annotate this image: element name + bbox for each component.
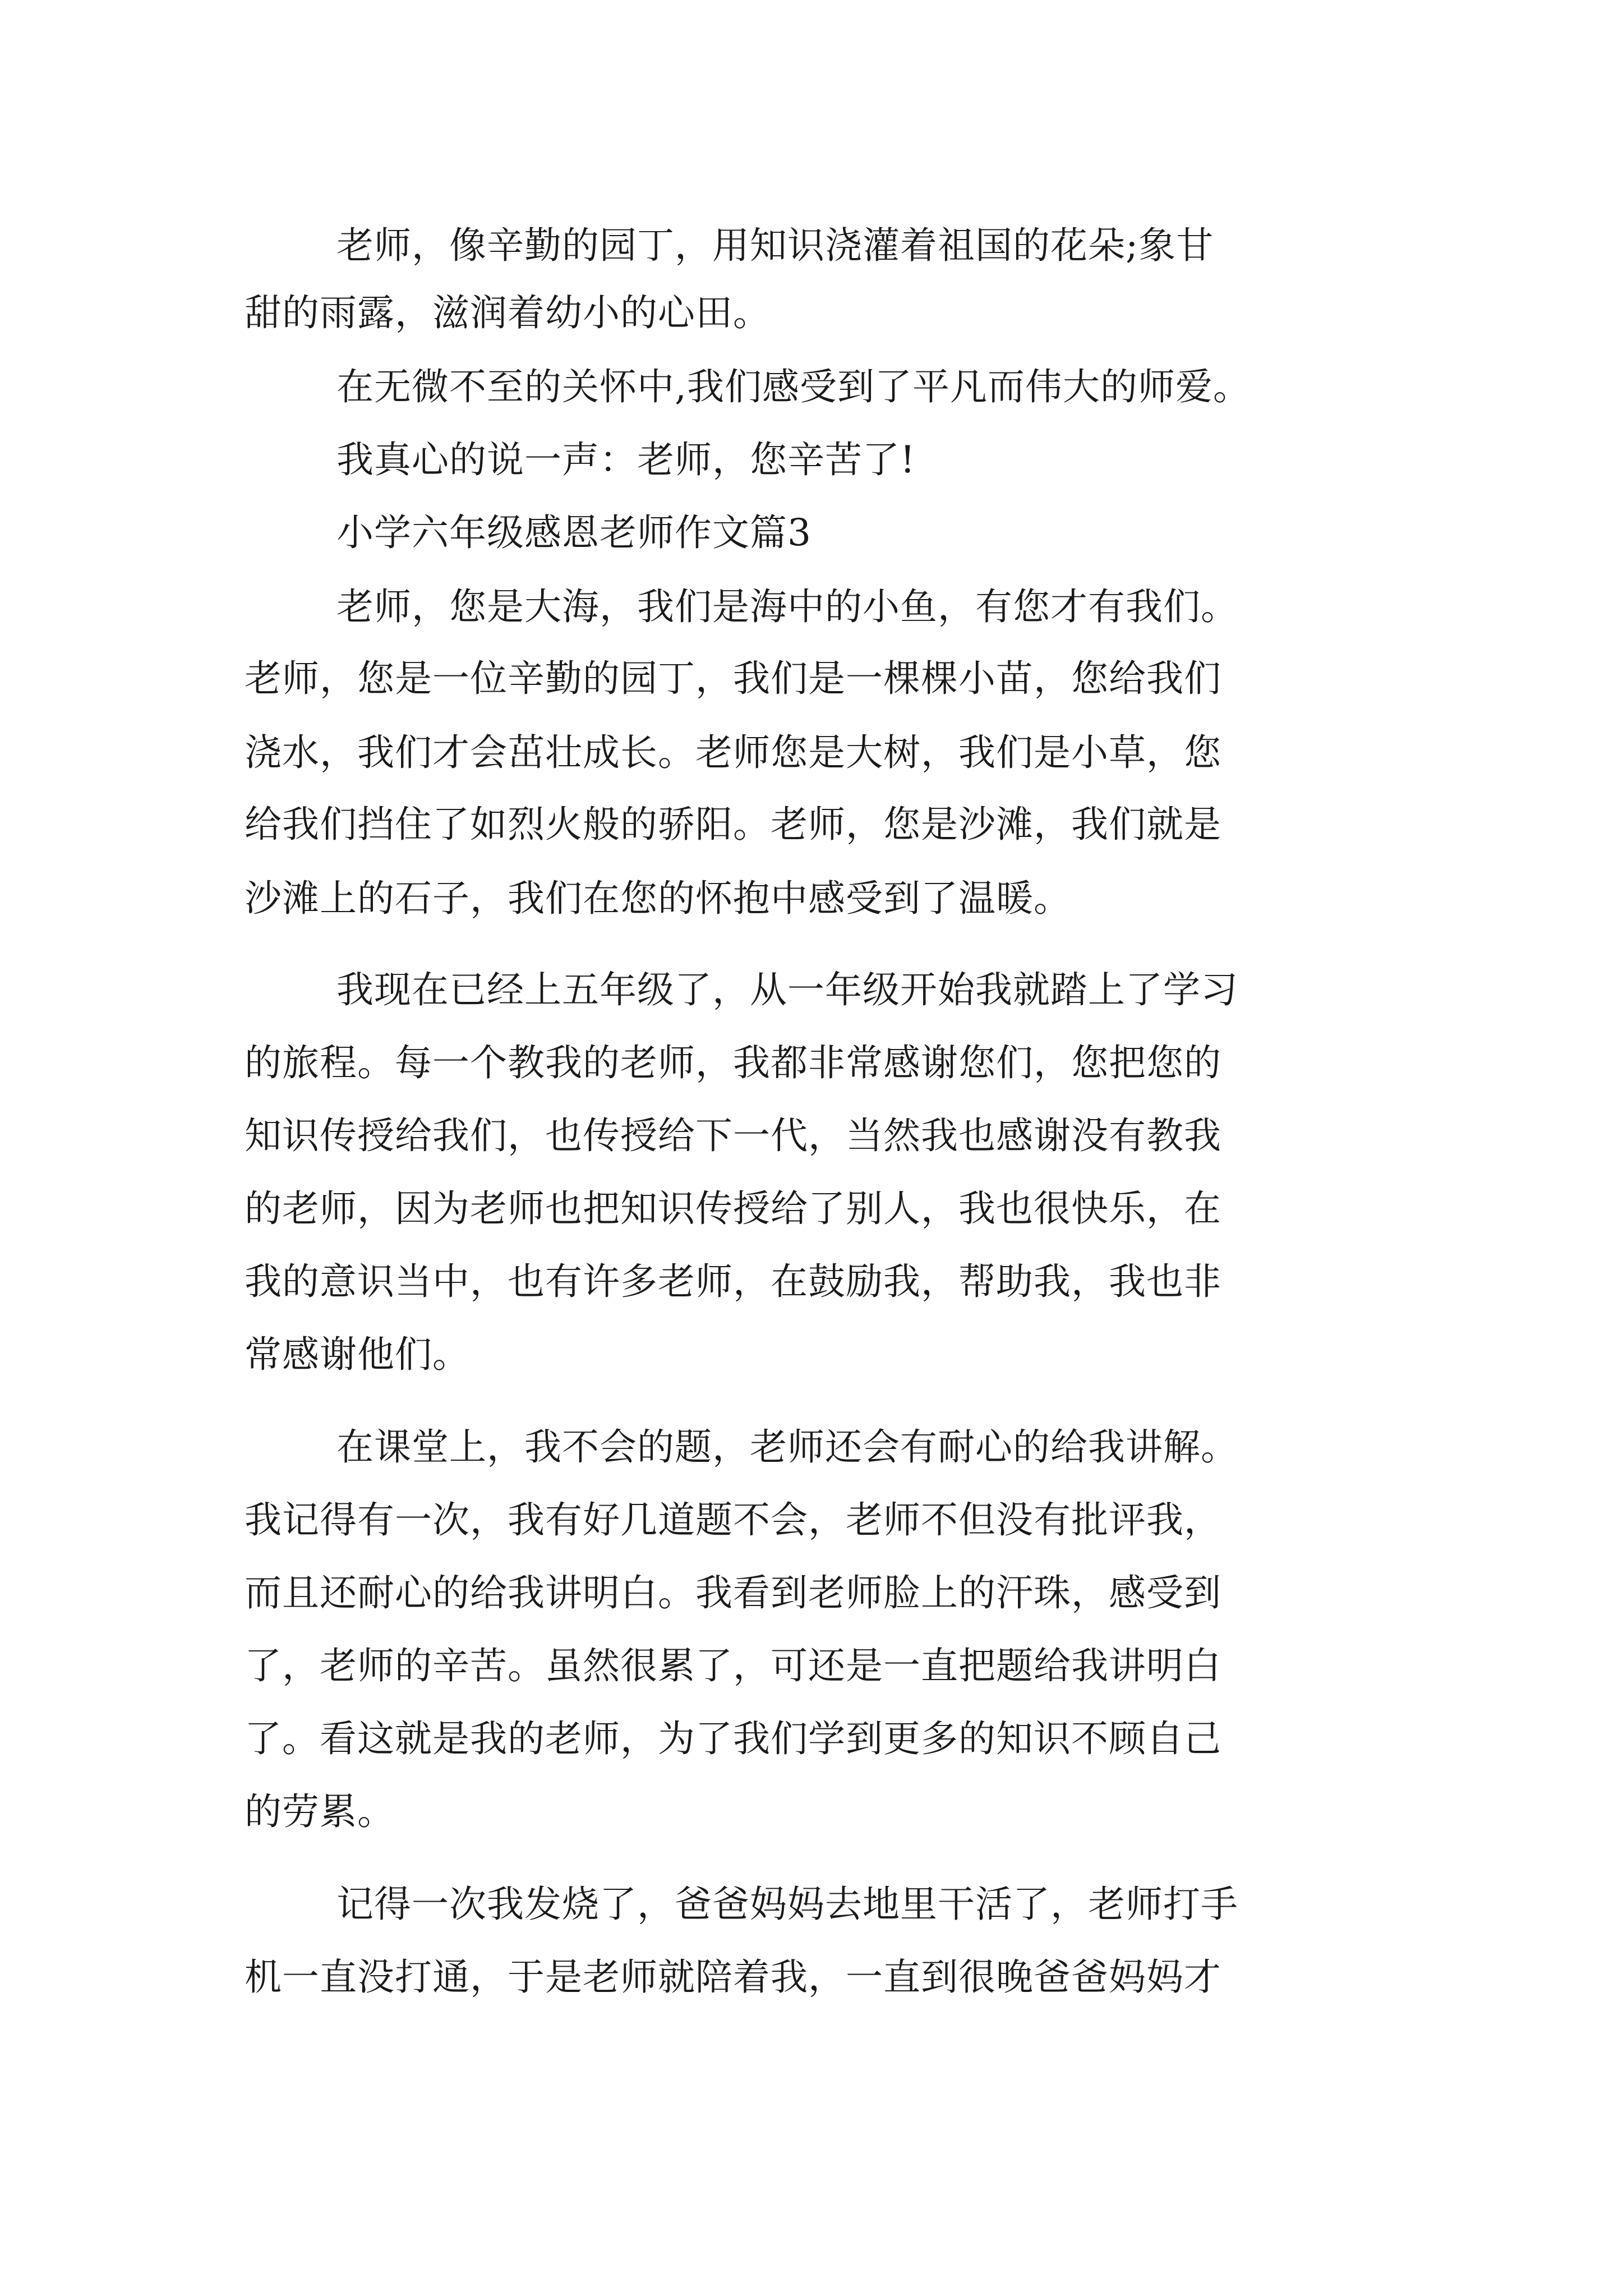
paragraph-line-20: 了，老师的辛苦。虽然很累了，可还是一直把题给我讲明白 <box>245 1644 1221 1687</box>
section-heading: 小学六年级感恩老师作文篇3 <box>336 511 811 554</box>
paragraph-line-3: 在无微不至的关怀中,我们感受到了平凡而伟大的师爱。 <box>336 365 1251 408</box>
paragraph-line-7: 老师，您是一位辛勤的园丁，我们是一棵棵小苗，您给我们 <box>245 657 1221 700</box>
paragraph-line-1: 老师，像辛勤的园丁，用知识浇灌着祖国的花朵;象甘 <box>336 224 1214 267</box>
paragraph-line-6: 老师，您是大海，我们是海中的小鱼，有您才有我们。 <box>336 585 1238 628</box>
paragraph-line-12: 的旅程。每一个教我的老师，我都非常感谢您们，您把您的 <box>245 1041 1221 1084</box>
paragraph-line-18: 我记得有一次，我有好几道题不会，老师不但没有批评我， <box>245 1498 1221 1542</box>
paragraph-line-8: 浇水，我们才会茁壮成长。老师您是大树，我们是小草，您 <box>245 731 1221 774</box>
paragraph-line-11: 我现在已经上五年级了，从一年级开始我就踏上了学习 <box>336 968 1238 1011</box>
paragraph-line-2: 甜的雨露，滋润着幼小的心田。 <box>245 291 771 334</box>
paragraph-line-4: 我真心的说一声：老师，您辛苦了! <box>336 438 916 481</box>
paragraph-line-24: 机一直没打通，于是老师就陪着我，一直到很晚爸爸妈妈才 <box>245 1955 1221 1999</box>
paragraph-line-23: 记得一次我发烧了，爸爸妈妈去地里干活了，老师打手 <box>336 1883 1238 1926</box>
paragraph-line-19: 而且还耐心的给我讲明白。我看到老师脸上的汗珠，感受到 <box>245 1571 1221 1614</box>
paragraph-line-10: 沙滩上的石子，我们在您的怀抱中感受到了温暖。 <box>245 877 1071 920</box>
paragraph-line-9: 给我们挡住了如烈火般的骄阳。老师，您是沙滩，我们就是 <box>245 803 1221 846</box>
paragraph-line-14: 的老师，因为老师也把知识传授给了别人，我也很快乐，在 <box>245 1187 1221 1230</box>
paragraph-line-22: 的劳累。 <box>245 1790 395 1833</box>
paragraph-line-13: 知识传授给我们，也传授给下一代，当然我也感谢没有教我 <box>245 1114 1221 1157</box>
paragraph-line-21: 了。看这就是我的老师，为了我们学到更多的知识不顾自己 <box>245 1717 1221 1760</box>
paragraph-line-17: 在课堂上，我不会的题，老师还会有耐心的给我讲解。 <box>336 1425 1238 1469</box>
paragraph-line-16: 常感谢他们。 <box>245 1333 470 1376</box>
paragraph-line-15: 我的意识当中，也有许多老师，在鼓励我，帮助我，我也非 <box>245 1260 1221 1303</box>
